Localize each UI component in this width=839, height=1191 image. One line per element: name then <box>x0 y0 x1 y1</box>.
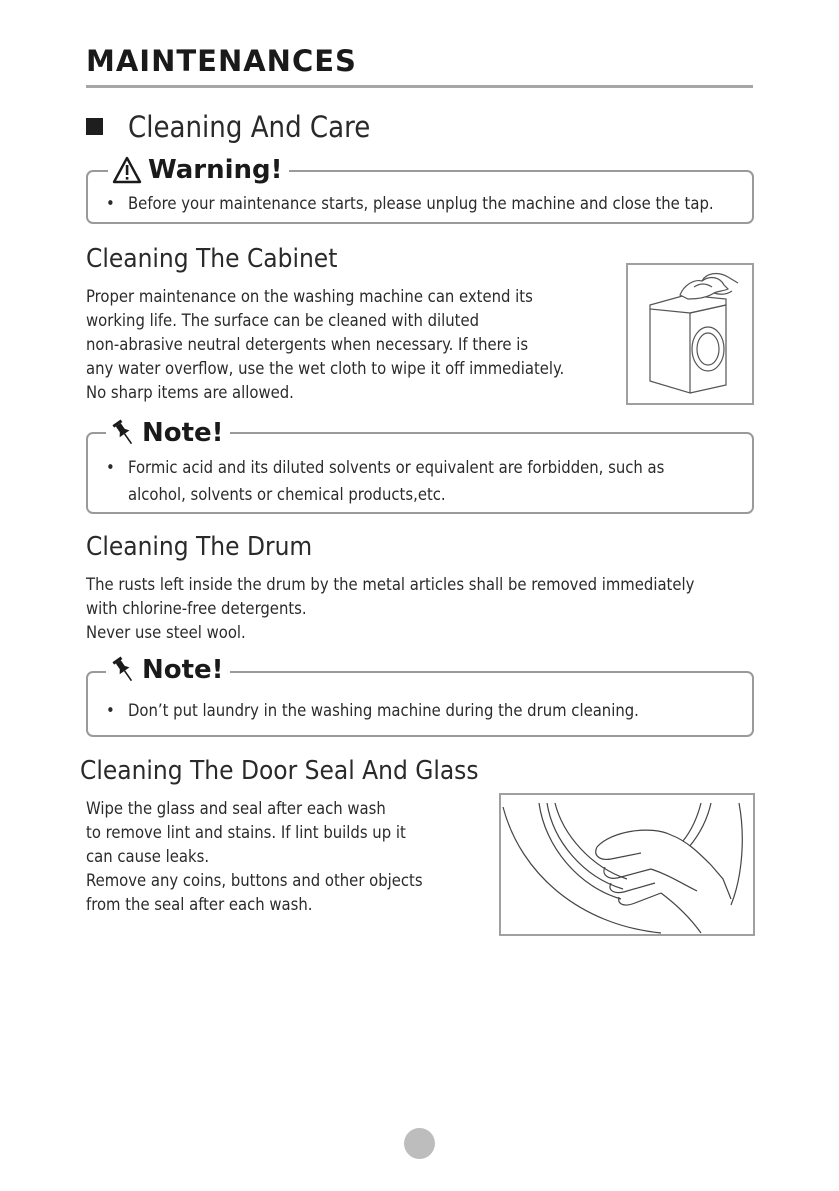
note-line: Formic acid and its diluted solvents or equivalent are forbidden, such as <box>128 458 665 477</box>
cabinet-note-item <box>106 454 664 508</box>
warning-label-text: Warning! <box>148 155 283 185</box>
door-line: Remove any coins, buttons and other objects <box>86 871 423 890</box>
bullet-icon: • <box>106 458 115 477</box>
page-number-dot <box>404 1128 435 1159</box>
section-square-icon <box>86 118 103 135</box>
note-label-text: Note! <box>142 655 224 685</box>
drum-note-item <box>106 697 639 724</box>
cabinet-line: No sharp items are allowed. <box>86 383 294 402</box>
warning-triangle-icon <box>112 156 142 184</box>
cabinet-line: any water overflow, use the wet cloth to wipe it off immediately. <box>86 359 565 378</box>
cabinet-heading: Cleaning The Cabinet <box>86 244 338 274</box>
cabinet-line: Proper maintenance on the washing machine can extend its <box>86 287 533 306</box>
note-line: alcohol, solvents or chemical products,etc. <box>128 485 446 504</box>
pushpin-icon <box>110 418 138 448</box>
warning-label <box>108 151 289 189</box>
cabinet-illustration <box>626 263 754 405</box>
pushpin-icon <box>110 655 138 685</box>
drum-line: Never use steel wool. <box>86 623 246 642</box>
drum-line: The rusts left inside the drum by the metal articles shall be removed immediately <box>86 575 695 594</box>
cabinet-line: working life. The surface can be cleaned with diluted <box>86 311 480 330</box>
door-line: Wipe the glass and seal after each wash <box>86 799 386 818</box>
warning-item <box>106 190 714 217</box>
door-line: to remove lint and stains. If lint builds up it <box>86 823 406 842</box>
door-line: from the seal after each wash. <box>86 895 313 914</box>
note-line: Don’t put laundry in the washing machine during the drum cleaning. <box>128 701 639 720</box>
drum-line: with chlorine-free detergents. <box>86 599 307 618</box>
drum-paragraph <box>86 573 694 645</box>
door-line: can cause leaks. <box>86 847 210 866</box>
title-divider <box>86 85 753 88</box>
door-paragraph <box>86 797 423 917</box>
section-title: Cleaning And Care <box>128 110 371 144</box>
cabinet-line: non-abrasive neutral detergents when necessary. If there is <box>86 335 529 354</box>
drum-note-label <box>106 652 230 688</box>
bullet-icon: • <box>106 701 115 720</box>
bullet-icon: • <box>106 194 115 213</box>
cabinet-note-label <box>106 415 230 451</box>
warning-item-text: Before your maintenance starts, please unplug the machine and close the tap. <box>128 194 714 213</box>
door-seal-illustration <box>499 793 755 936</box>
cabinet-paragraph <box>86 285 564 405</box>
page-title: MAINTENANCES <box>86 44 357 78</box>
drum-heading: Cleaning The Drum <box>86 532 313 562</box>
note-label-text: Note! <box>142 418 224 448</box>
door-heading: Cleaning The Door Seal And Glass <box>80 756 479 786</box>
